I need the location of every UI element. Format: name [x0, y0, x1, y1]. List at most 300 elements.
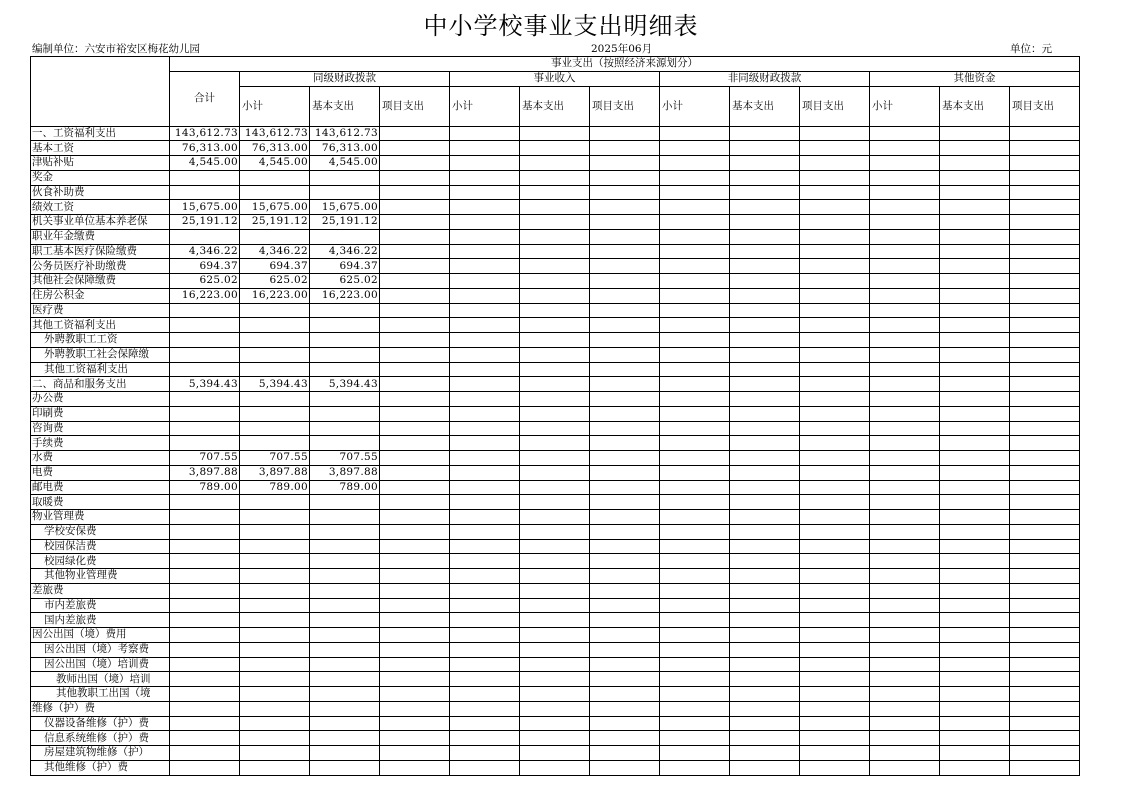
- amount-cell: [660, 318, 730, 333]
- amount-cell: [450, 377, 520, 392]
- amount-cell-basic: [310, 539, 380, 554]
- amount-cell: [940, 583, 1010, 598]
- amount-cell-basic: 15,675.00: [310, 200, 380, 215]
- amount-cell-basic: [310, 731, 380, 746]
- row-label: 基本工资: [31, 141, 170, 156]
- amount-cell: [660, 480, 730, 495]
- amount-cell: [870, 406, 940, 421]
- amount-cell: [870, 229, 940, 244]
- amount-cell: [590, 377, 660, 392]
- amount-cell: [590, 731, 660, 746]
- table-row: [31, 554, 1080, 569]
- amount-cell: [590, 185, 660, 200]
- row-label: 水费: [31, 451, 170, 466]
- amount-cell-total: [170, 598, 240, 613]
- row-label: 医疗费: [31, 303, 170, 318]
- header-project: 项目支出: [800, 86, 870, 126]
- table-row: [31, 746, 1080, 761]
- table-row: [31, 701, 1080, 716]
- amount-cell: [520, 392, 590, 407]
- amount-cell: [380, 215, 450, 230]
- amount-cell: [520, 746, 590, 761]
- amount-cell-sub: 76,313.00: [240, 141, 310, 156]
- amount-cell-basic: 707.55: [310, 451, 380, 466]
- header-basic: 基本支出: [310, 86, 380, 126]
- unit-label: 单位：元: [1010, 43, 1052, 55]
- amount-cell: [520, 274, 590, 289]
- amount-cell: [590, 421, 660, 436]
- amount-cell-total: [170, 569, 240, 584]
- amount-cell: [590, 333, 660, 348]
- row-label: 差旅费: [31, 583, 170, 598]
- amount-cell: [380, 554, 450, 569]
- amount-cell-basic: [310, 524, 380, 539]
- amount-cell: [940, 170, 1010, 185]
- amount-cell-total: 3,897.88: [170, 465, 240, 480]
- amount-cell: [450, 465, 520, 480]
- amount-cell-total: [170, 539, 240, 554]
- amount-cell: [660, 156, 730, 171]
- amount-cell: [660, 333, 730, 348]
- amount-cell: [520, 569, 590, 584]
- amount-cell: [380, 465, 450, 480]
- amount-cell: [450, 583, 520, 598]
- amount-cell: [1010, 731, 1080, 746]
- amount-cell: [520, 628, 590, 643]
- amount-cell: [870, 392, 940, 407]
- amount-cell-basic: [310, 569, 380, 584]
- amount-cell-sub: 694.37: [240, 259, 310, 274]
- table-row: [31, 613, 1080, 628]
- amount-cell: [730, 642, 800, 657]
- amount-cell: [800, 362, 870, 377]
- amount-cell: [870, 244, 940, 259]
- amount-cell: [870, 746, 940, 761]
- amount-cell: [520, 303, 590, 318]
- table-body: [31, 126, 1080, 775]
- header-subtotal: 小计: [660, 86, 730, 126]
- amount-cell: [590, 495, 660, 510]
- amount-cell: [450, 613, 520, 628]
- amount-cell: [730, 436, 800, 451]
- table-row: [31, 126, 1080, 141]
- amount-cell: [800, 377, 870, 392]
- table-row: [31, 451, 1080, 466]
- amount-cell: [730, 465, 800, 480]
- amount-cell-sub: [240, 672, 310, 687]
- amount-cell-sub: 625.02: [240, 274, 310, 289]
- amount-cell: [380, 524, 450, 539]
- amount-cell: [1010, 480, 1080, 495]
- amount-cell-basic: [310, 185, 380, 200]
- amount-cell: [1010, 613, 1080, 628]
- amount-cell: [730, 746, 800, 761]
- amount-cell-total: [170, 701, 240, 716]
- amount-cell: [520, 200, 590, 215]
- amount-cell-total: 76,313.00: [170, 141, 240, 156]
- amount-cell-sub: [240, 642, 310, 657]
- amount-cell: [800, 524, 870, 539]
- amount-cell: [870, 554, 940, 569]
- table-row: [31, 465, 1080, 480]
- page-title: 中小学校事业支出明细表: [423, 12, 699, 40]
- amount-cell: [1010, 288, 1080, 303]
- amount-cell: [520, 554, 590, 569]
- amount-cell: [870, 598, 940, 613]
- amount-cell-sub: [240, 510, 310, 525]
- header-total: 合计: [170, 71, 240, 126]
- amount-cell: [800, 303, 870, 318]
- amount-cell-basic: [310, 170, 380, 185]
- amount-cell-basic: [310, 554, 380, 569]
- amount-cell-sub: [240, 347, 310, 362]
- amount-cell: [730, 274, 800, 289]
- amount-cell: [800, 657, 870, 672]
- amount-cell: [800, 274, 870, 289]
- amount-cell-total: [170, 392, 240, 407]
- amount-cell: [380, 451, 450, 466]
- amount-cell: [870, 613, 940, 628]
- amount-cell: [1010, 583, 1080, 598]
- amount-cell: [380, 510, 450, 525]
- amount-cell: [730, 421, 800, 436]
- amount-cell-sub: [240, 687, 310, 702]
- table-row: [31, 392, 1080, 407]
- amount-cell: [520, 687, 590, 702]
- amount-cell: [870, 141, 940, 156]
- amount-cell: [450, 421, 520, 436]
- amount-cell: [940, 333, 1010, 348]
- amount-cell: [380, 185, 450, 200]
- amount-cell: [730, 539, 800, 554]
- amount-cell: [380, 746, 450, 761]
- amount-cell: [730, 569, 800, 584]
- amount-cell: [380, 731, 450, 746]
- amount-cell-sub: [240, 333, 310, 348]
- organization-label: 编制单位：六安市裕安区梅花幼儿园: [32, 43, 200, 55]
- amount-cell: [450, 185, 520, 200]
- amount-cell-total: 25,191.12: [170, 215, 240, 230]
- amount-cell-total: [170, 421, 240, 436]
- amount-cell: [380, 333, 450, 348]
- amount-cell-sub: [240, 392, 310, 407]
- row-label: 其他教职工出国（境: [31, 687, 170, 702]
- amount-cell: [870, 170, 940, 185]
- amount-cell: [800, 569, 870, 584]
- amount-cell: [380, 406, 450, 421]
- amount-cell: [1010, 333, 1080, 348]
- amount-cell: [590, 569, 660, 584]
- amount-cell: [800, 244, 870, 259]
- amount-cell: [870, 672, 940, 687]
- amount-cell: [380, 244, 450, 259]
- amount-cell: [730, 259, 800, 274]
- amount-cell: [800, 510, 870, 525]
- amount-cell-total: [170, 303, 240, 318]
- header-subtotal: 小计: [240, 86, 310, 126]
- amount-cell-sub: [240, 318, 310, 333]
- amount-cell: [870, 539, 940, 554]
- amount-cell: [450, 716, 520, 731]
- amount-cell: [590, 318, 660, 333]
- row-label: 住房公积金: [31, 288, 170, 303]
- amount-cell-total: [170, 613, 240, 628]
- amount-cell: [520, 436, 590, 451]
- amount-cell-sub: [240, 554, 310, 569]
- row-label: 二、商品和服务支出: [31, 377, 170, 392]
- header-blank-cell: [31, 57, 170, 127]
- amount-cell: [450, 480, 520, 495]
- row-label: 邮电费: [31, 480, 170, 495]
- amount-cell: [730, 672, 800, 687]
- amount-cell: [380, 583, 450, 598]
- amount-cell: [590, 347, 660, 362]
- table-row: [31, 288, 1080, 303]
- row-label: 校园绿化费: [31, 554, 170, 569]
- amount-cell: [660, 141, 730, 156]
- amount-cell: [1010, 200, 1080, 215]
- row-label: 公务员医疗补助缴费: [31, 259, 170, 274]
- amount-cell: [870, 495, 940, 510]
- amount-cell-basic: [310, 598, 380, 613]
- amount-cell: [1010, 126, 1080, 141]
- amount-cell: [590, 229, 660, 244]
- amount-cell: [380, 672, 450, 687]
- amount-cell: [380, 436, 450, 451]
- amount-cell: [1010, 672, 1080, 687]
- amount-cell: [800, 406, 870, 421]
- amount-cell: [940, 746, 1010, 761]
- amount-cell: [1010, 760, 1080, 775]
- amount-cell-total: [170, 583, 240, 598]
- amount-cell: [940, 215, 1010, 230]
- row-label: 国内差旅费: [31, 613, 170, 628]
- amount-cell: [590, 524, 660, 539]
- amount-cell: [800, 436, 870, 451]
- table-row: [31, 657, 1080, 672]
- amount-cell: [870, 465, 940, 480]
- amount-cell: [730, 156, 800, 171]
- amount-cell: [800, 126, 870, 141]
- amount-cell: [660, 215, 730, 230]
- row-label: 职业年金缴费: [31, 229, 170, 244]
- amount-cell: [660, 421, 730, 436]
- amount-cell: [800, 701, 870, 716]
- amount-cell: [590, 554, 660, 569]
- amount-cell: [870, 687, 940, 702]
- amount-cell: [1010, 436, 1080, 451]
- amount-cell-total: [170, 229, 240, 244]
- amount-cell: [590, 288, 660, 303]
- amount-cell: [730, 657, 800, 672]
- row-label: 其他维修（护）费: [31, 760, 170, 775]
- amount-cell: [450, 392, 520, 407]
- amount-cell: [520, 156, 590, 171]
- amount-cell: [1010, 687, 1080, 702]
- amount-cell: [730, 333, 800, 348]
- amount-cell: [1010, 495, 1080, 510]
- amount-cell-basic: [310, 318, 380, 333]
- amount-cell: [380, 480, 450, 495]
- amount-cell-sub: 15,675.00: [240, 200, 310, 215]
- amount-cell: [940, 347, 1010, 362]
- amount-cell: [940, 421, 1010, 436]
- row-label: 校园保洁费: [31, 539, 170, 554]
- amount-cell-sub: [240, 436, 310, 451]
- amount-cell: [800, 392, 870, 407]
- amount-cell-basic: [310, 392, 380, 407]
- row-label: 市内差旅费: [31, 598, 170, 613]
- amount-cell: [1010, 539, 1080, 554]
- table-row: [31, 524, 1080, 539]
- amount-cell: [730, 583, 800, 598]
- row-label: 房屋建筑物维修（护）: [31, 746, 170, 761]
- amount-cell: [730, 554, 800, 569]
- amount-cell: [660, 259, 730, 274]
- amount-cell: [1010, 244, 1080, 259]
- amount-cell: [1010, 569, 1080, 584]
- amount-cell: [870, 760, 940, 775]
- amount-cell: [520, 185, 590, 200]
- amount-cell: [800, 495, 870, 510]
- amount-cell: [940, 510, 1010, 525]
- amount-cell: [940, 406, 1010, 421]
- amount-cell: [660, 200, 730, 215]
- amount-cell: [730, 141, 800, 156]
- amount-cell: [450, 215, 520, 230]
- amount-cell: [940, 465, 1010, 480]
- amount-cell: [940, 539, 1010, 554]
- amount-cell-sub: [240, 760, 310, 775]
- amount-cell: [1010, 303, 1080, 318]
- amount-cell: [450, 554, 520, 569]
- amount-cell: [450, 156, 520, 171]
- amount-cell: [590, 687, 660, 702]
- amount-cell: [380, 716, 450, 731]
- amount-cell-total: 16,223.00: [170, 288, 240, 303]
- amount-cell-sub: 16,223.00: [240, 288, 310, 303]
- amount-cell: [870, 451, 940, 466]
- amount-cell: [590, 126, 660, 141]
- amount-cell: [450, 672, 520, 687]
- amount-cell: [1010, 701, 1080, 716]
- amount-cell: [590, 362, 660, 377]
- amount-cell: [660, 642, 730, 657]
- amount-cell: [450, 701, 520, 716]
- amount-cell: [660, 303, 730, 318]
- amount-cell: [380, 141, 450, 156]
- amount-cell: [450, 495, 520, 510]
- table-row: [31, 495, 1080, 510]
- amount-cell: [940, 569, 1010, 584]
- amount-cell: [450, 657, 520, 672]
- amount-cell: [730, 731, 800, 746]
- amount-cell: [730, 288, 800, 303]
- amount-cell: [520, 406, 590, 421]
- amount-cell: [450, 642, 520, 657]
- amount-cell: [450, 274, 520, 289]
- amount-cell-basic: 143,612.73: [310, 126, 380, 141]
- amount-cell-sub: [240, 362, 310, 377]
- amount-cell: [520, 598, 590, 613]
- amount-cell: [590, 480, 660, 495]
- amount-cell: [660, 701, 730, 716]
- amount-cell: [660, 760, 730, 775]
- amount-cell: [450, 126, 520, 141]
- row-label: 因公出国（境）费用: [31, 628, 170, 643]
- amount-cell: [870, 259, 940, 274]
- header-group-other-fiscal: 非同级财政拨款: [660, 71, 870, 86]
- amount-cell: [380, 392, 450, 407]
- amount-cell-basic: [310, 672, 380, 687]
- amount-cell: [520, 465, 590, 480]
- amount-cell-total: [170, 731, 240, 746]
- amount-cell: [800, 200, 870, 215]
- amount-cell: [520, 288, 590, 303]
- amount-cell-basic: [310, 510, 380, 525]
- amount-cell: [660, 170, 730, 185]
- amount-cell: [520, 613, 590, 628]
- amount-cell: [940, 185, 1010, 200]
- amount-cell: [520, 421, 590, 436]
- amount-cell: [730, 598, 800, 613]
- table-row: [31, 539, 1080, 554]
- amount-cell: [520, 126, 590, 141]
- amount-cell: [940, 392, 1010, 407]
- amount-cell-basic: 76,313.00: [310, 141, 380, 156]
- amount-cell: [660, 436, 730, 451]
- amount-cell: [520, 642, 590, 657]
- amount-cell: [660, 746, 730, 761]
- row-label: 机关事业单位基本养老保: [31, 215, 170, 230]
- amount-cell: [800, 480, 870, 495]
- amount-cell: [800, 318, 870, 333]
- amount-cell-sub: [240, 229, 310, 244]
- amount-cell: [380, 569, 450, 584]
- amount-cell: [520, 229, 590, 244]
- amount-cell-total: [170, 510, 240, 525]
- amount-cell: [660, 185, 730, 200]
- amount-cell-total: [170, 554, 240, 569]
- amount-cell: [940, 303, 1010, 318]
- amount-cell: [940, 716, 1010, 731]
- amount-cell: [940, 318, 1010, 333]
- amount-cell: [940, 156, 1010, 171]
- amount-cell: [1010, 465, 1080, 480]
- amount-cell: [870, 510, 940, 525]
- amount-cell: [1010, 406, 1080, 421]
- amount-cell-basic: [310, 642, 380, 657]
- amount-cell: [450, 333, 520, 348]
- amount-cell: [450, 347, 520, 362]
- table-row: [31, 628, 1080, 643]
- amount-cell-sub: 4,545.00: [240, 156, 310, 171]
- amount-cell: [660, 347, 730, 362]
- amount-cell: [660, 583, 730, 598]
- amount-cell-total: 15,675.00: [170, 200, 240, 215]
- amount-cell-total: 789.00: [170, 480, 240, 495]
- table-row: [31, 259, 1080, 274]
- amount-cell: [730, 318, 800, 333]
- amount-cell: [660, 288, 730, 303]
- amount-cell: [940, 126, 1010, 141]
- amount-cell-sub: [240, 303, 310, 318]
- amount-cell: [590, 274, 660, 289]
- amount-cell: [380, 377, 450, 392]
- amount-cell: [450, 451, 520, 466]
- table-row: [31, 569, 1080, 584]
- amount-cell: [730, 229, 800, 244]
